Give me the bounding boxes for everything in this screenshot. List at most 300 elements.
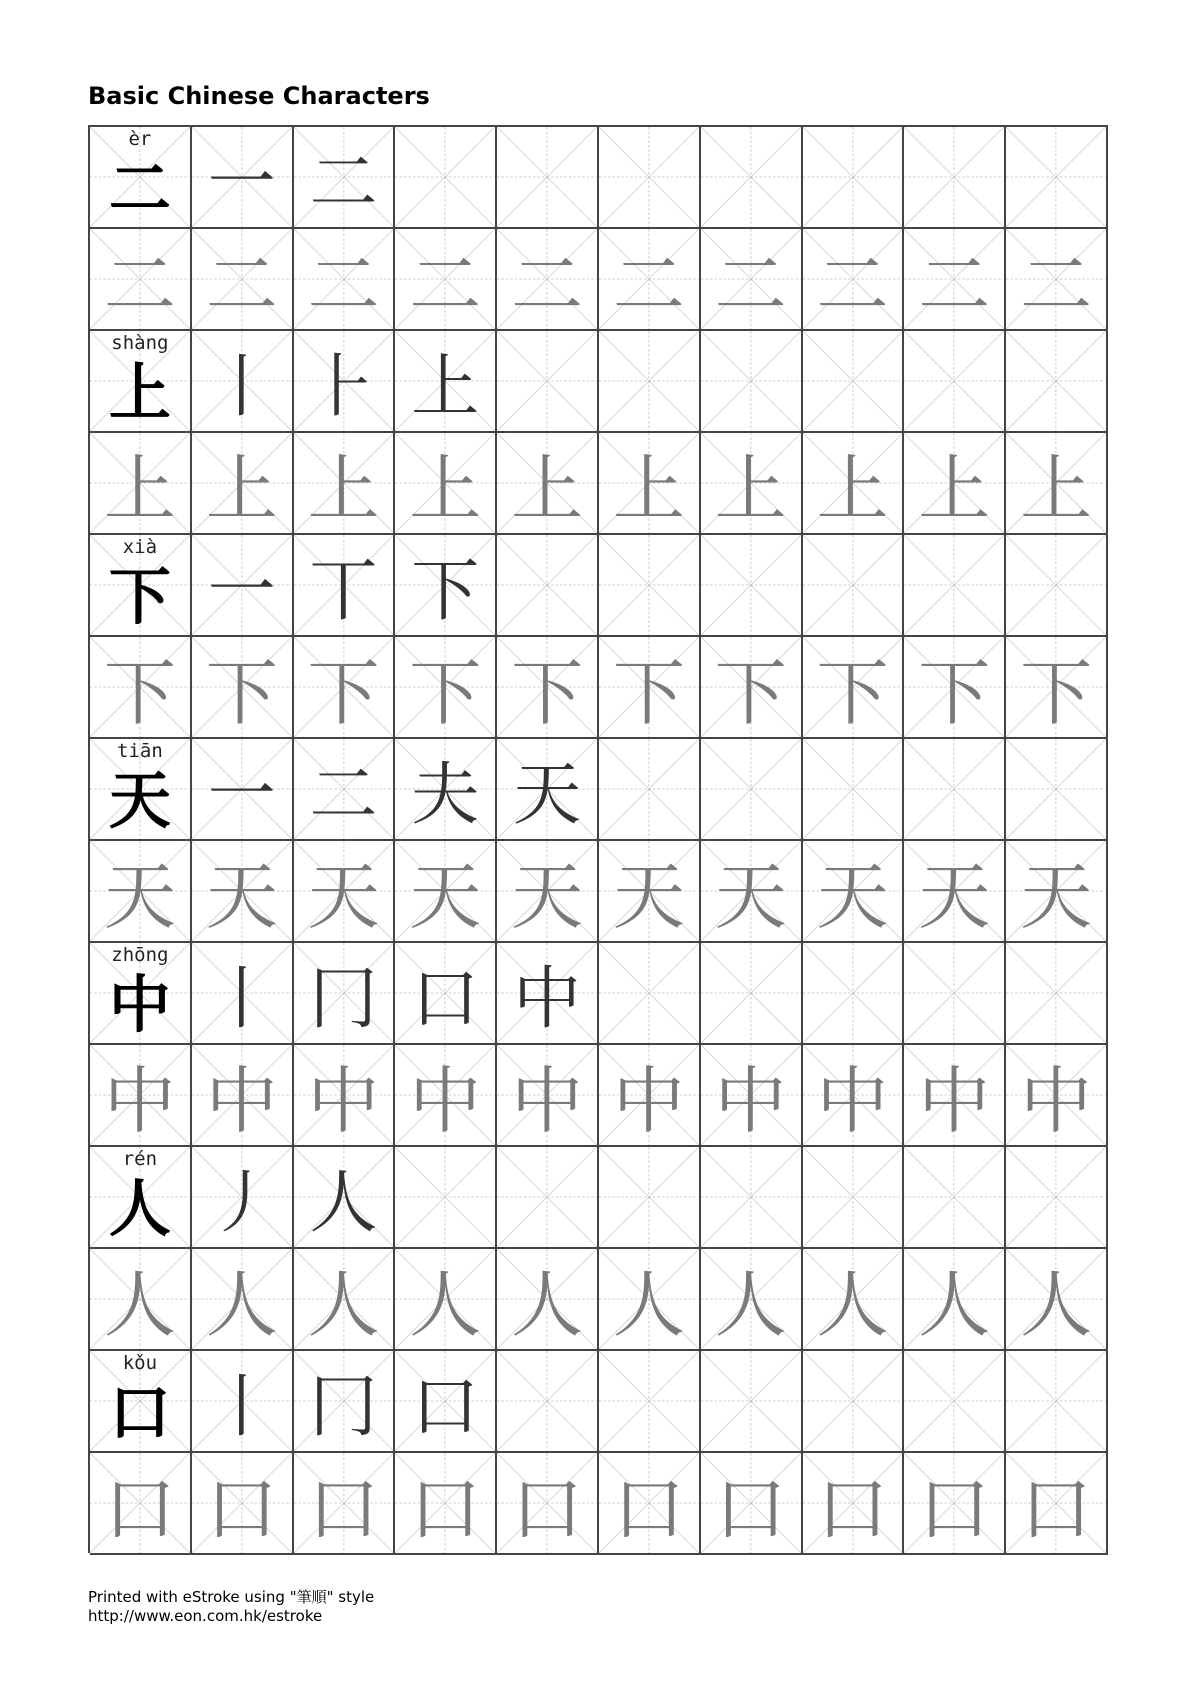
tracing-cell[interactable] bbox=[1006, 433, 1108, 535]
tracing-cell[interactable] bbox=[599, 637, 701, 739]
trace-character: 口 bbox=[103, 1467, 176, 1551]
guide-lines bbox=[701, 943, 801, 1043]
guide-lines bbox=[904, 331, 1004, 431]
trace-character: 下 bbox=[1020, 651, 1093, 735]
footer-url[interactable]: http://www.eon.com.hk/estroke bbox=[88, 1607, 323, 1625]
stroke-step: 冂 bbox=[309, 1367, 378, 1447]
stroke-step-cell bbox=[395, 1351, 497, 1453]
trace-character: 中 bbox=[1020, 1059, 1093, 1143]
trace-character: 天 bbox=[511, 855, 584, 939]
trace-character: 二 bbox=[612, 243, 685, 327]
tracing-cell[interactable] bbox=[599, 1045, 701, 1147]
stroke-step-cell bbox=[395, 331, 497, 433]
blank-practice-cell[interactable] bbox=[1006, 331, 1108, 433]
guide-lines bbox=[497, 127, 597, 227]
trace-character: 上 bbox=[714, 447, 787, 531]
guide-lines bbox=[904, 535, 1004, 635]
trace-character: 下 bbox=[918, 651, 991, 735]
trace-character: 上 bbox=[816, 447, 889, 531]
trace-character: 上 bbox=[205, 447, 278, 531]
tracing-cell[interactable] bbox=[90, 1249, 192, 1351]
trace-character: 口 bbox=[409, 1467, 482, 1551]
tracing-cell[interactable] bbox=[192, 229, 294, 331]
tracing-cell[interactable] bbox=[294, 1453, 396, 1555]
guide-lines bbox=[904, 1351, 1004, 1451]
blank-practice-cell[interactable] bbox=[904, 127, 1006, 229]
trace-character: 口 bbox=[307, 1467, 380, 1551]
tracing-row bbox=[90, 229, 1108, 331]
stroke-order-row bbox=[90, 1351, 1108, 1453]
stroke-order-row bbox=[90, 943, 1108, 1045]
stroke-step-cell bbox=[497, 943, 599, 1045]
tracing-row bbox=[90, 433, 1108, 535]
guide-lines bbox=[599, 1147, 699, 1247]
trace-character: 上 bbox=[1020, 447, 1093, 531]
trace-character: 人 bbox=[205, 1263, 278, 1347]
tracing-cell[interactable] bbox=[497, 637, 599, 739]
blank-practice-cell[interactable] bbox=[803, 943, 905, 1045]
model-character: 上 bbox=[108, 356, 171, 429]
tracing-cell[interactable] bbox=[192, 1249, 294, 1351]
tracing-cell[interactable] bbox=[701, 1249, 803, 1351]
trace-character: 二 bbox=[918, 243, 991, 327]
tracing-cell[interactable] bbox=[904, 637, 1006, 739]
tracing-cell[interactable] bbox=[1006, 1453, 1108, 1555]
tracing-row bbox=[90, 841, 1108, 943]
guide-lines bbox=[1006, 1351, 1106, 1451]
trace-character: 人 bbox=[103, 1263, 176, 1347]
stroke-step-cell bbox=[192, 127, 294, 229]
trace-character: 中 bbox=[205, 1059, 278, 1143]
model-character: 天 bbox=[108, 764, 171, 837]
guide-lines bbox=[904, 739, 1004, 839]
guide-lines bbox=[803, 739, 903, 839]
blank-practice-cell[interactable] bbox=[395, 1147, 497, 1249]
trace-character: 下 bbox=[205, 651, 278, 735]
stroke-step: 二 bbox=[309, 143, 378, 223]
trace-character: 口 bbox=[612, 1467, 685, 1551]
stroke-step-cell bbox=[395, 943, 497, 1045]
guide-lines bbox=[904, 1147, 1004, 1247]
trace-character: 人 bbox=[918, 1263, 991, 1347]
blank-practice-cell[interactable] bbox=[803, 331, 905, 433]
guide-lines bbox=[803, 331, 903, 431]
guide-lines bbox=[701, 535, 801, 635]
blank-practice-cell[interactable] bbox=[701, 331, 803, 433]
blank-practice-cell[interactable] bbox=[904, 331, 1006, 433]
tracing-row bbox=[90, 1249, 1108, 1351]
stroke-order-row bbox=[90, 331, 1108, 433]
stroke-step-cell bbox=[294, 943, 396, 1045]
blank-practice-cell[interactable] bbox=[904, 1351, 1006, 1453]
trace-character: 天 bbox=[816, 855, 889, 939]
tracing-cell[interactable] bbox=[803, 1453, 905, 1555]
trace-character: 中 bbox=[103, 1059, 176, 1143]
tracing-cell[interactable] bbox=[395, 433, 497, 535]
guide-lines bbox=[599, 331, 699, 431]
tracing-cell[interactable] bbox=[294, 433, 396, 535]
model-character: 二 bbox=[108, 152, 171, 225]
guide-lines bbox=[904, 943, 1004, 1043]
guide-lines bbox=[395, 1147, 495, 1247]
blank-practice-cell[interactable] bbox=[599, 739, 701, 841]
tracing-cell[interactable] bbox=[395, 1249, 497, 1351]
blank-practice-cell[interactable] bbox=[1006, 1351, 1108, 1453]
tracing-cell[interactable] bbox=[192, 1045, 294, 1147]
stroke-order-row bbox=[90, 1147, 1108, 1249]
blank-practice-cell[interactable] bbox=[701, 127, 803, 229]
trace-character: 中 bbox=[307, 1059, 380, 1143]
stroke-step-cell bbox=[192, 1351, 294, 1453]
tracing-cell[interactable] bbox=[294, 637, 396, 739]
model-character: 人 bbox=[108, 1172, 171, 1245]
page-title: Basic Chinese Characters bbox=[88, 82, 430, 110]
stroke-step: 丨 bbox=[207, 347, 276, 427]
trace-character: 下 bbox=[714, 651, 787, 735]
model-character: 下 bbox=[108, 560, 171, 633]
trace-character: 口 bbox=[1020, 1467, 1093, 1551]
guide-lines bbox=[803, 943, 903, 1043]
trace-character: 二 bbox=[103, 243, 176, 327]
tracing-row bbox=[90, 1453, 1108, 1555]
tracing-cell[interactable] bbox=[701, 841, 803, 943]
trace-character: 中 bbox=[409, 1059, 482, 1143]
blank-practice-cell[interactable] bbox=[395, 127, 497, 229]
guide-lines bbox=[803, 1351, 903, 1451]
blank-practice-cell[interactable] bbox=[599, 1147, 701, 1249]
blank-practice-cell[interactable] bbox=[1006, 1147, 1108, 1249]
tracing-cell[interactable] bbox=[395, 1045, 497, 1147]
tracing-cell[interactable] bbox=[294, 1045, 396, 1147]
guide-lines bbox=[701, 1351, 801, 1451]
trace-character: 人 bbox=[511, 1263, 584, 1347]
tracing-cell[interactable] bbox=[192, 637, 294, 739]
model-cell bbox=[90, 535, 192, 637]
tracing-cell[interactable] bbox=[904, 841, 1006, 943]
tracing-cell[interactable] bbox=[803, 229, 905, 331]
stroke-step: 丅 bbox=[309, 551, 378, 631]
model-cell bbox=[90, 739, 192, 841]
trace-character: 口 bbox=[511, 1467, 584, 1551]
guide-lines bbox=[701, 331, 801, 431]
tracing-cell[interactable] bbox=[294, 841, 396, 943]
stroke-step-cell bbox=[294, 535, 396, 637]
guide-lines bbox=[803, 1147, 903, 1247]
pinyin-label: tiān bbox=[117, 740, 163, 762]
stroke-step-cell bbox=[294, 127, 396, 229]
guide-lines bbox=[1006, 331, 1106, 431]
tracing-cell[interactable] bbox=[701, 1045, 803, 1147]
tracing-cell[interactable] bbox=[90, 1045, 192, 1147]
pinyin-label: xià bbox=[122, 536, 158, 558]
blank-practice-cell[interactable] bbox=[803, 1147, 905, 1249]
footer-credit: Printed with eStroke using "筆順" style bbox=[88, 1588, 375, 1606]
trace-character: 人 bbox=[612, 1263, 685, 1347]
tracing-cell[interactable] bbox=[599, 841, 701, 943]
stroke-step-cell bbox=[192, 739, 294, 841]
trace-character: 二 bbox=[714, 243, 787, 327]
trace-character: 下 bbox=[816, 651, 889, 735]
tracing-cell[interactable] bbox=[192, 1453, 294, 1555]
tracing-cell[interactable] bbox=[90, 1453, 192, 1555]
trace-character: 下 bbox=[612, 651, 685, 735]
blank-practice-cell[interactable] bbox=[599, 535, 701, 637]
guide-lines bbox=[1006, 1147, 1106, 1247]
trace-character: 天 bbox=[307, 855, 380, 939]
trace-character: 人 bbox=[816, 1263, 889, 1347]
tracing-cell[interactable] bbox=[1006, 1249, 1108, 1351]
tracing-cell[interactable] bbox=[1006, 229, 1108, 331]
trace-character: 天 bbox=[103, 855, 176, 939]
tracing-cell[interactable] bbox=[1006, 637, 1108, 739]
trace-character: 中 bbox=[714, 1059, 787, 1143]
guide-lines bbox=[497, 1351, 597, 1451]
guide-lines bbox=[599, 535, 699, 635]
model-cell bbox=[90, 943, 192, 1045]
practice-grid bbox=[88, 125, 1108, 1553]
trace-character: 下 bbox=[307, 651, 380, 735]
stroke-step-cell bbox=[192, 1147, 294, 1249]
tracing-cell[interactable] bbox=[497, 229, 599, 331]
tracing-cell[interactable] bbox=[497, 841, 599, 943]
blank-practice-cell[interactable] bbox=[904, 739, 1006, 841]
tracing-cell[interactable] bbox=[701, 229, 803, 331]
guide-lines bbox=[599, 1351, 699, 1451]
stroke-step-cell bbox=[294, 1351, 396, 1453]
tracing-cell[interactable] bbox=[497, 1045, 599, 1147]
tracing-cell[interactable] bbox=[803, 1045, 905, 1147]
stroke-step: 下 bbox=[411, 551, 480, 631]
trace-character: 二 bbox=[409, 243, 482, 327]
trace-character: 人 bbox=[409, 1263, 482, 1347]
guide-lines bbox=[1006, 535, 1106, 635]
trace-character: 上 bbox=[409, 447, 482, 531]
blank-practice-cell[interactable] bbox=[497, 127, 599, 229]
stroke-order-row bbox=[90, 127, 1108, 229]
tracing-cell[interactable] bbox=[803, 637, 905, 739]
trace-character: 口 bbox=[918, 1467, 991, 1551]
tracing-row bbox=[90, 1045, 1108, 1147]
tracing-cell[interactable] bbox=[599, 229, 701, 331]
guide-lines bbox=[803, 127, 903, 227]
blank-practice-cell[interactable] bbox=[599, 1351, 701, 1453]
trace-character: 人 bbox=[1020, 1263, 1093, 1347]
stroke-step-cell bbox=[192, 943, 294, 1045]
tracing-cell[interactable] bbox=[497, 433, 599, 535]
tracing-cell[interactable] bbox=[90, 637, 192, 739]
stroke-step: 丨 bbox=[207, 959, 276, 1039]
stroke-step: 天 bbox=[513, 755, 582, 835]
blank-practice-cell[interactable] bbox=[497, 1147, 599, 1249]
blank-practice-cell[interactable] bbox=[599, 127, 701, 229]
stroke-step: 人 bbox=[309, 1163, 378, 1243]
tracing-cell[interactable] bbox=[904, 1453, 1006, 1555]
blank-practice-cell[interactable] bbox=[803, 535, 905, 637]
trace-character: 天 bbox=[1020, 855, 1093, 939]
stroke-order-row bbox=[90, 535, 1108, 637]
trace-character: 二 bbox=[205, 243, 278, 327]
guide-lines bbox=[1006, 943, 1106, 1043]
stroke-step: 夫 bbox=[411, 755, 480, 835]
blank-practice-cell[interactable] bbox=[1006, 943, 1108, 1045]
stroke-step: 二 bbox=[309, 755, 378, 835]
blank-practice-cell[interactable] bbox=[497, 331, 599, 433]
footer bbox=[88, 1588, 374, 1626]
tracing-cell[interactable] bbox=[497, 1453, 599, 1555]
blank-practice-cell[interactable] bbox=[904, 1147, 1006, 1249]
model-cell bbox=[90, 1147, 192, 1249]
blank-practice-cell[interactable] bbox=[803, 127, 905, 229]
trace-character: 二 bbox=[511, 243, 584, 327]
tracing-cell[interactable] bbox=[1006, 1045, 1108, 1147]
guide-lines bbox=[1006, 127, 1106, 227]
pinyin-label: kǒu bbox=[122, 1352, 158, 1374]
tracing-cell[interactable] bbox=[904, 1045, 1006, 1147]
tracing-cell[interactable] bbox=[192, 841, 294, 943]
trace-character: 二 bbox=[307, 243, 380, 327]
guide-lines bbox=[395, 127, 495, 227]
blank-practice-cell[interactable] bbox=[1006, 739, 1108, 841]
tracing-cell[interactable] bbox=[90, 841, 192, 943]
blank-practice-cell[interactable] bbox=[599, 331, 701, 433]
stroke-step-cell bbox=[192, 535, 294, 637]
trace-character: 二 bbox=[816, 243, 889, 327]
tracing-cell[interactable] bbox=[90, 433, 192, 535]
guide-lines bbox=[1006, 739, 1106, 839]
stroke-step: 口 bbox=[411, 959, 480, 1039]
tracing-cell[interactable] bbox=[803, 1249, 905, 1351]
stroke-step-cell bbox=[294, 331, 396, 433]
stroke-step: 丨 bbox=[207, 1367, 276, 1447]
trace-character: 二 bbox=[1020, 243, 1093, 327]
blank-practice-cell[interactable] bbox=[803, 739, 905, 841]
tracing-cell[interactable] bbox=[599, 1453, 701, 1555]
trace-character: 上 bbox=[103, 447, 176, 531]
guide-lines bbox=[701, 1147, 801, 1247]
tracing-cell[interactable] bbox=[701, 433, 803, 535]
stroke-step: 上 bbox=[411, 347, 480, 427]
tracing-cell[interactable] bbox=[599, 433, 701, 535]
tracing-cell[interactable] bbox=[1006, 841, 1108, 943]
guide-lines bbox=[701, 739, 801, 839]
tracing-cell[interactable] bbox=[803, 433, 905, 535]
trace-character: 天 bbox=[205, 855, 278, 939]
tracing-cell[interactable] bbox=[904, 229, 1006, 331]
blank-practice-cell[interactable] bbox=[1006, 535, 1108, 637]
tracing-cell[interactable] bbox=[701, 637, 803, 739]
stroke-step: 一 bbox=[207, 143, 276, 223]
blank-practice-cell[interactable] bbox=[1006, 127, 1108, 229]
guide-lines bbox=[599, 127, 699, 227]
guide-lines bbox=[701, 127, 801, 227]
trace-character: 口 bbox=[816, 1467, 889, 1551]
tracing-cell[interactable] bbox=[701, 1453, 803, 1555]
blank-practice-cell[interactable] bbox=[701, 535, 803, 637]
guide-lines bbox=[497, 535, 597, 635]
tracing-cell[interactable] bbox=[395, 841, 497, 943]
blank-practice-cell[interactable] bbox=[599, 943, 701, 1045]
model-cell bbox=[90, 127, 192, 229]
trace-character: 下 bbox=[511, 651, 584, 735]
blank-practice-cell[interactable] bbox=[904, 943, 1006, 1045]
pinyin-label: shàng bbox=[111, 332, 169, 354]
trace-character: 天 bbox=[409, 855, 482, 939]
trace-character: 上 bbox=[612, 447, 685, 531]
pinyin-label: rén bbox=[122, 1148, 158, 1170]
tracing-cell[interactable] bbox=[497, 1249, 599, 1351]
stroke-step-cell bbox=[192, 331, 294, 433]
blank-practice-cell[interactable] bbox=[701, 1147, 803, 1249]
blank-practice-cell[interactable] bbox=[904, 535, 1006, 637]
trace-character: 上 bbox=[511, 447, 584, 531]
trace-character: 上 bbox=[307, 447, 380, 531]
tracing-cell[interactable] bbox=[294, 229, 396, 331]
stroke-step: 口 bbox=[411, 1367, 480, 1447]
stroke-step: 冂 bbox=[309, 959, 378, 1039]
stroke-step-cell bbox=[294, 1147, 396, 1249]
tracing-cell[interactable] bbox=[395, 637, 497, 739]
tracing-cell[interactable] bbox=[395, 1453, 497, 1555]
blank-practice-cell[interactable] bbox=[497, 1351, 599, 1453]
model-cell bbox=[90, 331, 192, 433]
blank-practice-cell[interactable] bbox=[701, 1351, 803, 1453]
model-character: 口 bbox=[108, 1376, 171, 1449]
tracing-cell[interactable] bbox=[395, 229, 497, 331]
trace-character: 天 bbox=[612, 855, 685, 939]
guide-lines bbox=[904, 127, 1004, 227]
tracing-cell[interactable] bbox=[904, 1249, 1006, 1351]
trace-character: 中 bbox=[612, 1059, 685, 1143]
pinyin-label: èr bbox=[128, 128, 152, 150]
blank-practice-cell[interactable] bbox=[497, 535, 599, 637]
trace-character: 上 bbox=[918, 447, 991, 531]
tracing-cell[interactable] bbox=[90, 229, 192, 331]
trace-character: 天 bbox=[918, 855, 991, 939]
trace-character: 中 bbox=[511, 1059, 584, 1143]
blank-practice-cell[interactable] bbox=[803, 1351, 905, 1453]
guide-lines bbox=[599, 739, 699, 839]
trace-character: 口 bbox=[714, 1467, 787, 1551]
tracing-cell[interactable] bbox=[599, 1249, 701, 1351]
blank-practice-cell[interactable] bbox=[701, 943, 803, 1045]
trace-character: 人 bbox=[714, 1263, 787, 1347]
stroke-step-cell bbox=[497, 739, 599, 841]
stroke-step: 中 bbox=[513, 959, 582, 1039]
tracing-cell[interactable] bbox=[192, 433, 294, 535]
stroke-order-row bbox=[90, 739, 1108, 841]
stroke-step: 一 bbox=[207, 755, 276, 835]
stroke-step: 丿 bbox=[207, 1163, 276, 1243]
blank-practice-cell[interactable] bbox=[701, 739, 803, 841]
guide-lines bbox=[497, 1147, 597, 1247]
trace-character: 下 bbox=[103, 651, 176, 735]
model-character: 中 bbox=[108, 968, 171, 1041]
trace-character: 天 bbox=[714, 855, 787, 939]
tracing-cell[interactable] bbox=[904, 433, 1006, 535]
tracing-row bbox=[90, 637, 1108, 739]
guide-lines bbox=[803, 535, 903, 635]
guide-lines bbox=[599, 943, 699, 1043]
model-cell bbox=[90, 1351, 192, 1453]
stroke-step-cell bbox=[395, 739, 497, 841]
stroke-step-cell bbox=[294, 739, 396, 841]
tracing-cell[interactable] bbox=[294, 1249, 396, 1351]
trace-character: 下 bbox=[409, 651, 482, 735]
trace-character: 口 bbox=[205, 1467, 278, 1551]
tracing-cell[interactable] bbox=[803, 841, 905, 943]
trace-character: 中 bbox=[918, 1059, 991, 1143]
trace-character: 中 bbox=[816, 1059, 889, 1143]
